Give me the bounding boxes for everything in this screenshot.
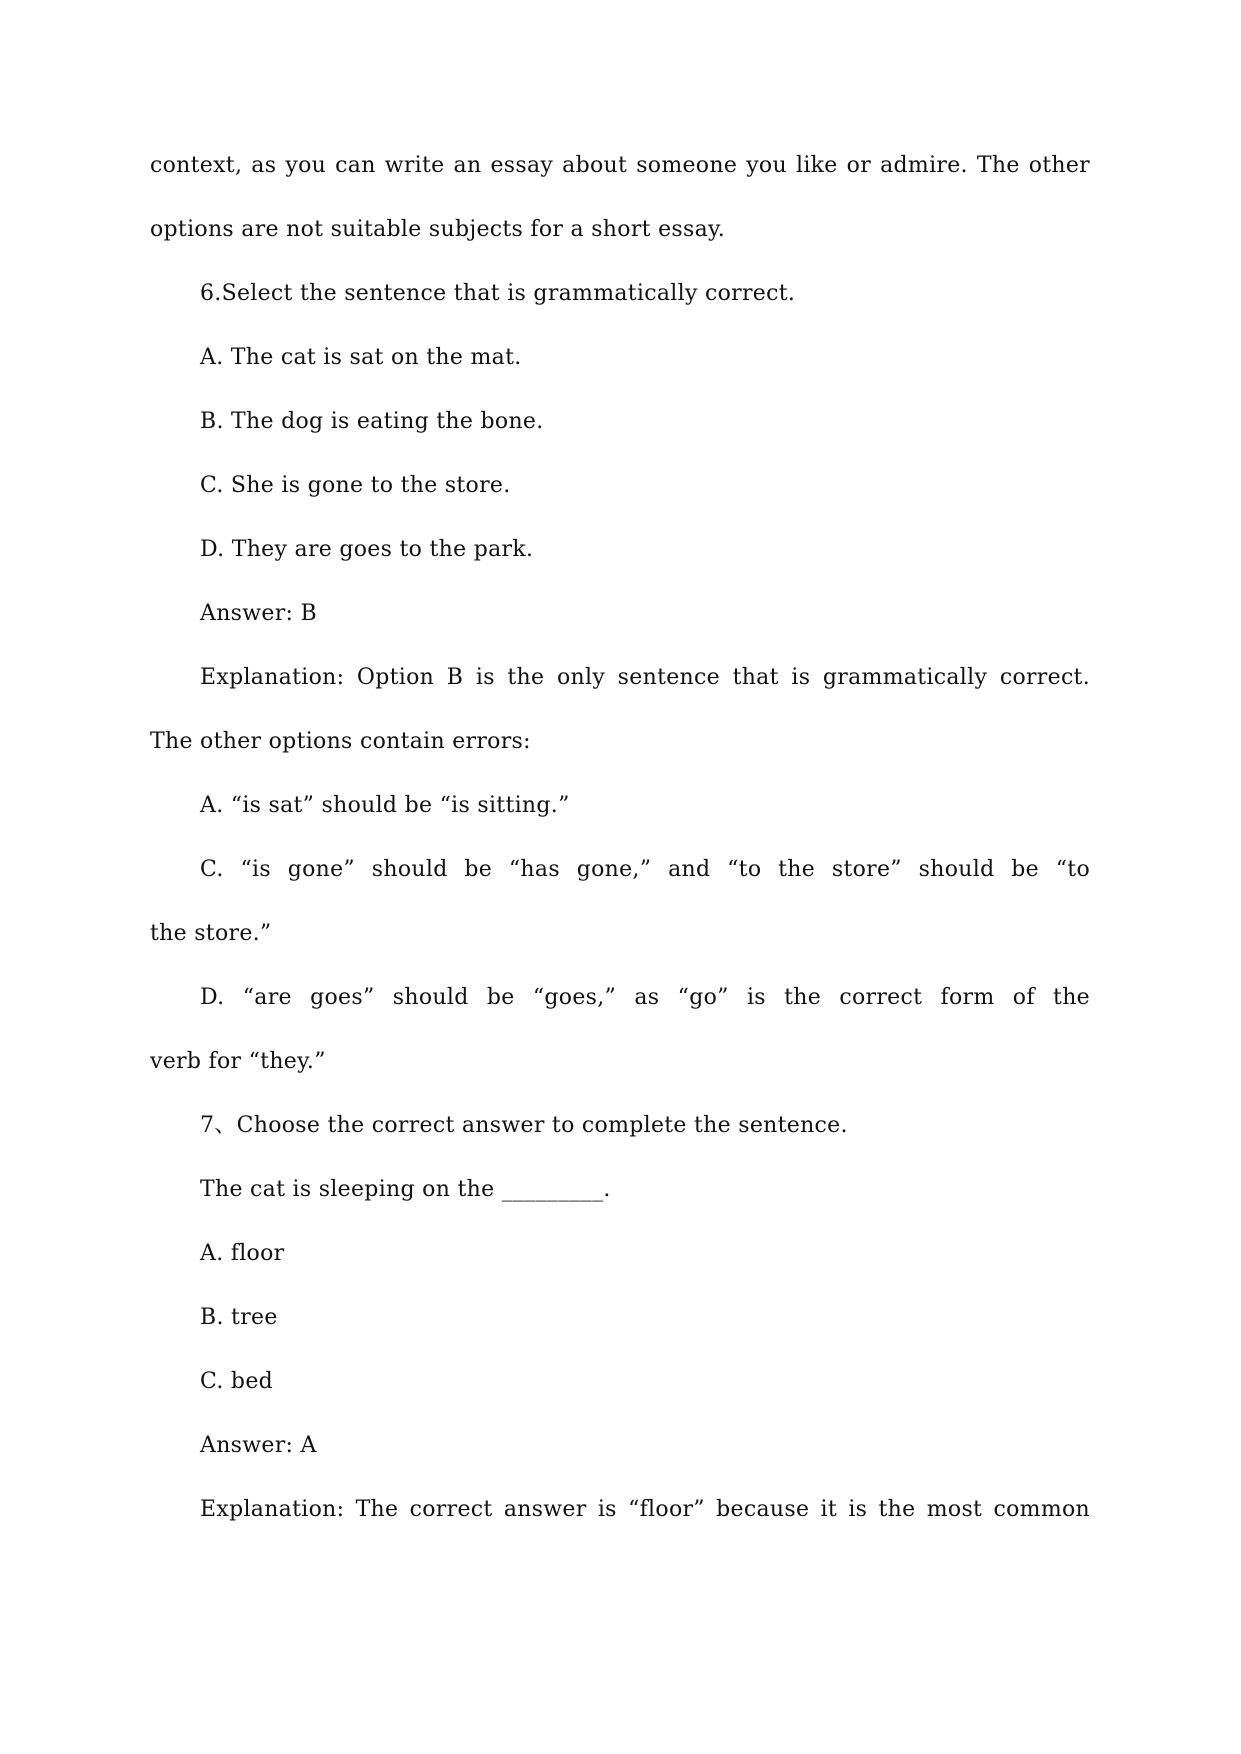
question-6-option-d: D. They are goes to the park.	[200, 537, 534, 562]
question-7-option-b: B. tree	[200, 1305, 278, 1330]
question-7-answer: Answer: A	[200, 1433, 317, 1458]
paragraph-line: verb for “they.”	[150, 1049, 326, 1074]
explanation-item-c: C. “is gone” should be “has gone,” and “to the store” should be “to	[200, 857, 1090, 882]
question-6-explanation: Explanation: Option B is the only sentence that is grammatically correct.	[200, 665, 1090, 690]
question-7-sentence: The cat is sleeping on the _________.	[200, 1177, 611, 1202]
paragraph-line: options are not suitable subjects for a short essay.	[150, 217, 726, 242]
question-6-option-b: B. The dog is eating the bone.	[200, 409, 544, 434]
question-6-option-c: C. She is gone to the store.	[200, 473, 511, 498]
question-7-explanation: Explanation: The correct answer is “floor” because it is the most common	[200, 1497, 1090, 1522]
explanation-item-d: D. “are goes” should be “goes,” as “go” is the correct form of the	[200, 985, 1090, 1010]
question-6-option-a: A. The cat is sat on the mat.	[200, 345, 522, 370]
question-6-prompt: 6.Select the sentence that is grammatically correct.	[200, 281, 796, 306]
question-7-option-a: A. floor	[200, 1241, 285, 1266]
question-7-prompt: 7、Choose the correct answer to complete the sentence.	[200, 1113, 848, 1138]
question-6-answer: Answer: B	[200, 601, 317, 626]
question-7-option-c: C. bed	[200, 1369, 274, 1394]
paragraph-line: the store.”	[150, 921, 272, 946]
paragraph-line: The other options contain errors:	[150, 729, 531, 754]
paragraph-line: context, as you can write an essay about someone you like or admire. The other	[150, 153, 1090, 178]
explanation-item-a: A. “is sat” should be “is sitting.”	[200, 793, 570, 818]
